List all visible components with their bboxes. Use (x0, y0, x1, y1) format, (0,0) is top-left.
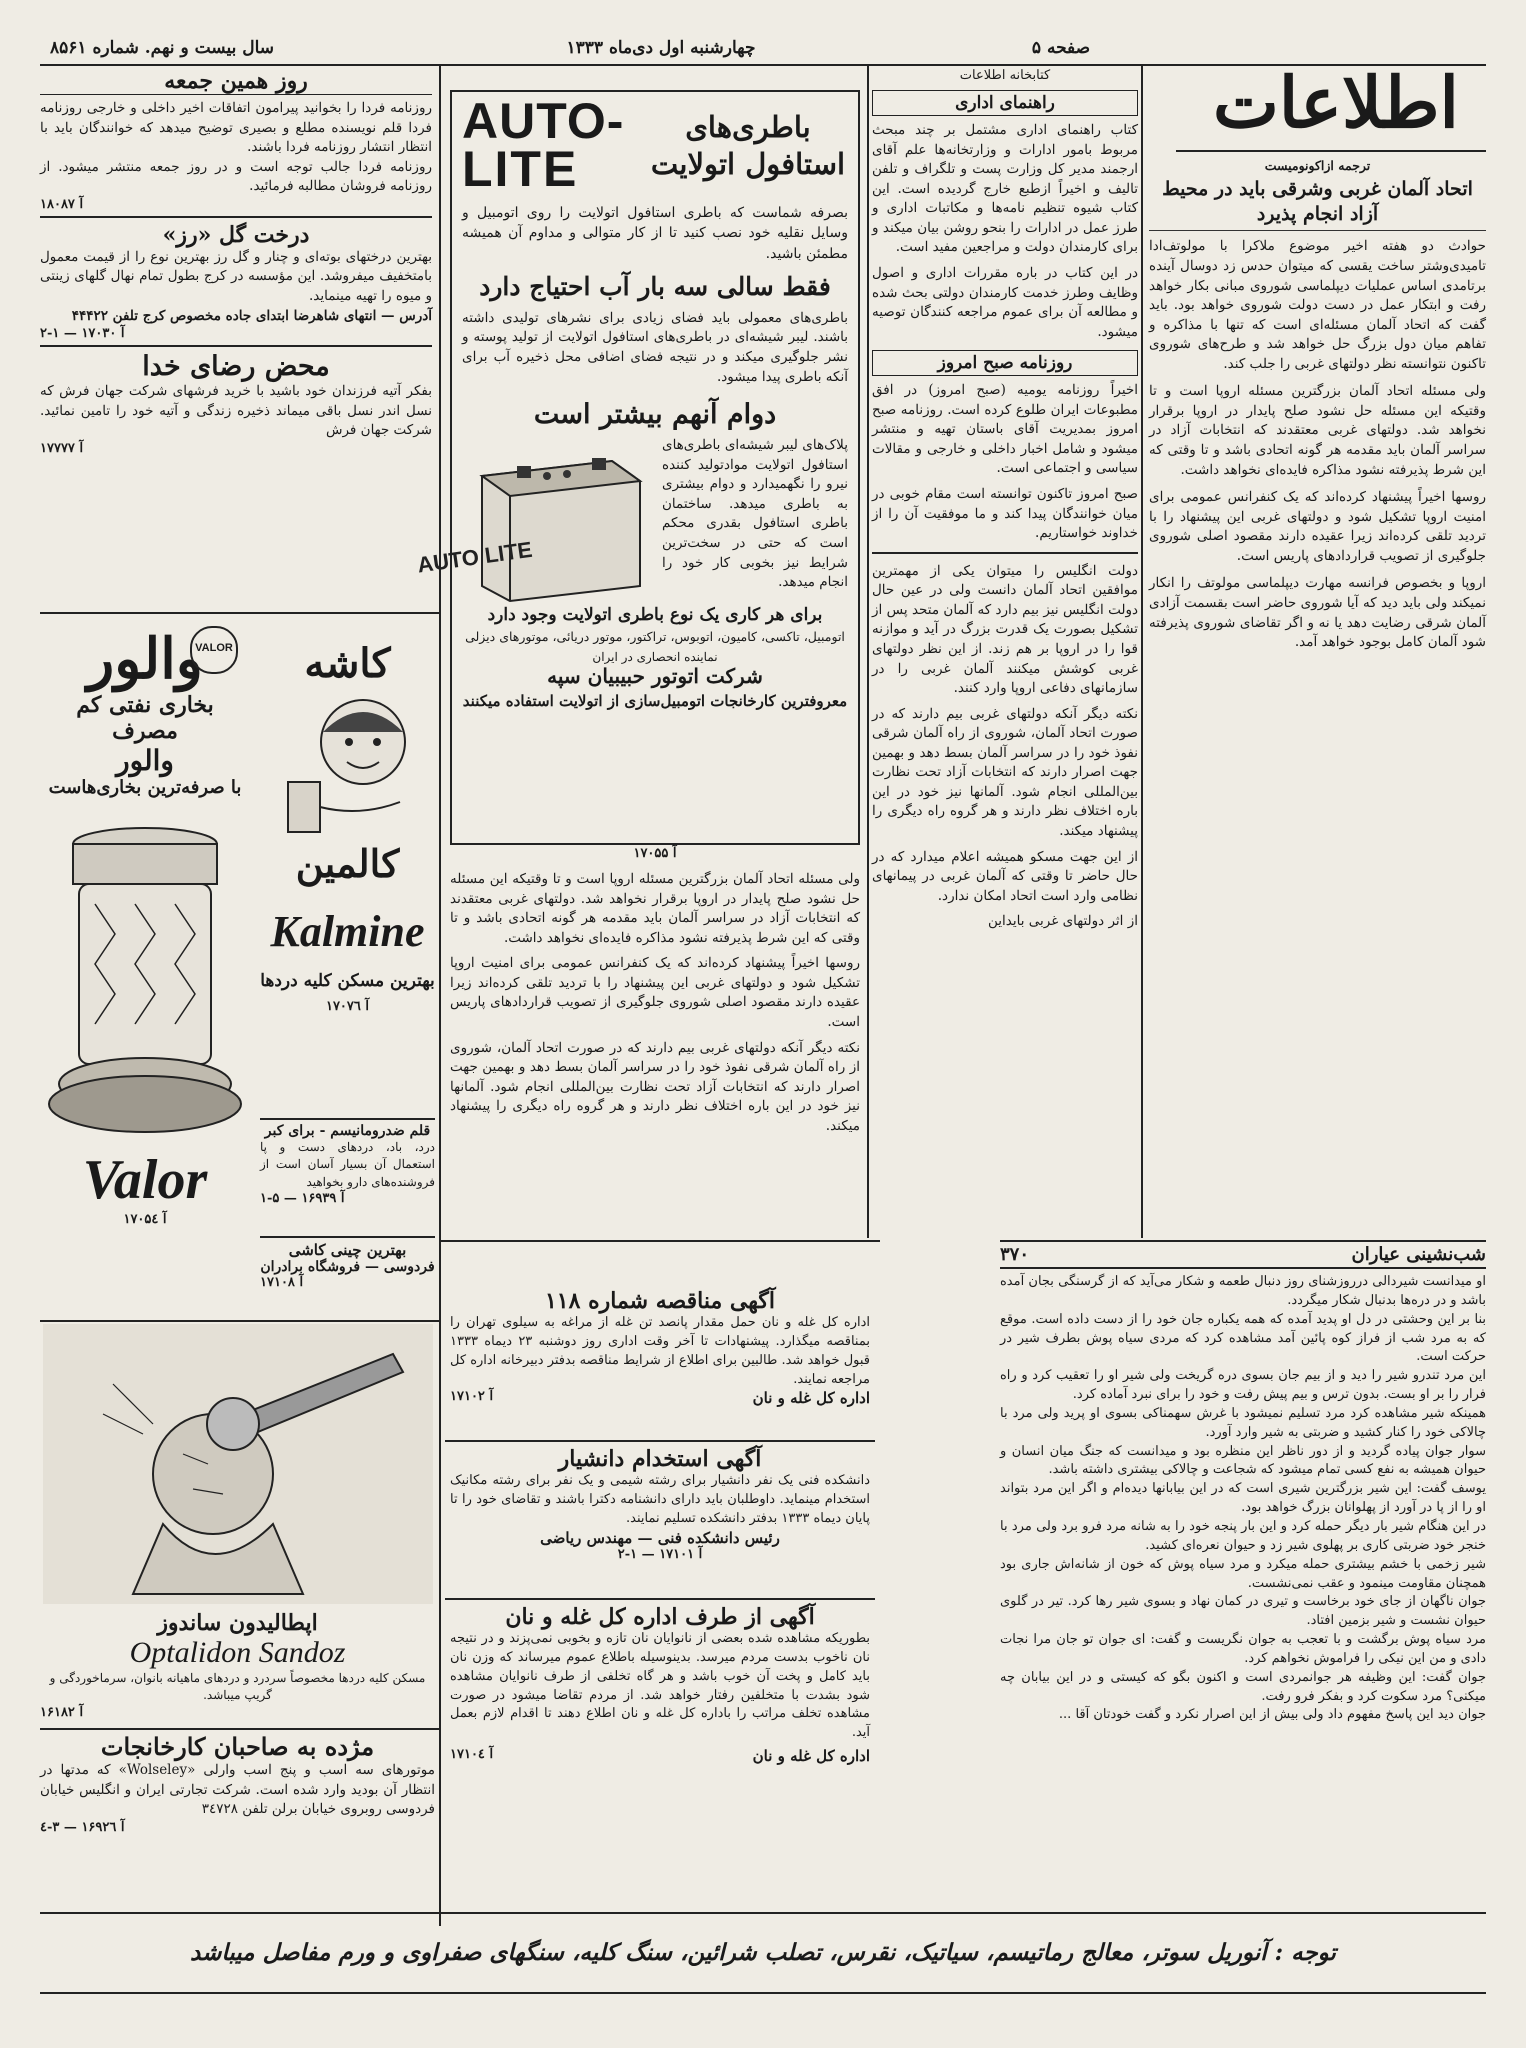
ad-grain (450, 1604, 870, 1909)
autolite-logo: AUTO- LITE (462, 93, 625, 197)
serial-paragraph: او میدانست شیردالی درروزشنای روز دنبال طعمه و شکار می‌آید که از گرسنگی بجان آمده باشد و در دره‌ها بدنبال شکار میگردد. (1000, 1274, 1486, 1308)
footer-rule (40, 1912, 1486, 1914)
optalidon-title: اپطالیدون ساندوز (157, 1610, 318, 1636)
autolite-agent-label: نماینده انحصاری در ایران (592, 650, 718, 665)
factories-body: موتورهای سه اسب و پنج اسب وارلی «Wolseley» که مدتها در انتظار آن بودید وارد شده است. شرکت تجارتی ایران و انگلیس خیابان فردوسی روبروی خیابان برلن تلفن ۳٤۷۲۸ (40, 1762, 435, 1818)
grain-signature: اداره کل غله و نان (752, 1747, 870, 1766)
brief-paragraph: از اثر دولتهای غربی بایداین (987, 913, 1138, 930)
brief-paragraph: صبح امروز تاکنون توانسته است مقام خوبی در میان خوانندگان پیدا کند و ما موفقیت آن را از خداوند خواستاریم. (872, 486, 1138, 542)
hire-code: آ ۱۷۱۰۱ — ۱-۲ (617, 1546, 703, 1562)
china-body: فردوسی — فروشگاه برادران (260, 1259, 435, 1275)
pen-title: قلم ضدرومانیسم - برای کبر (264, 1123, 431, 1139)
ad-tender (450, 1288, 870, 1440)
ad-title: روز همین جمعه (40, 68, 432, 95)
valor-brand: Valor (82, 1149, 208, 1211)
center-rule (440, 1240, 880, 1242)
brief-paragraph: اخیراً روزنامه یومیه (صبح امروز) در افق مطبوعات ایران طلوع کرده است. روزنامه صبح امروز بمدیریت آقای باستان تهیه و منتشر میشود و شامل اخبار داخلی و خارجی و مقالات سیاسی و اجتماعی است. (872, 382, 1138, 477)
ad-code: آ ۱۷۰۳۰ — ۱-۲ (40, 326, 125, 342)
ad-factories (40, 1732, 435, 1907)
kalmine-tagline: بهترین مسکن کلیه دردها (260, 971, 435, 991)
brief-title: روزنامه صبح امروز (872, 350, 1138, 376)
pen-body: درد، باد، دردهای دست و پا استعمال آن بسیار آسان است از فروشنده‌های دارو بخواهید (260, 1140, 435, 1189)
left-column-ads (40, 68, 432, 608)
ad-title: محض رضای خدا (142, 351, 330, 383)
article-germany (1149, 158, 1486, 1238)
ad-paragraph: بهترین درختهای بوته‌ای و چنار و گل رز بهترین نوع را از قیمت معمول بامتخفیف میفروشد. این مؤسسه در کرج بطول تمام نهال گلهای زینتی و میوه را تهیه مینماید. (40, 248, 432, 304)
serial-paragraph: بنا بر این وحشتی در دل او پدید آمده که همه یکباره جان خود را از دست داده است. موقع که به مرد شب از فراز کوه پائین آمد مشاهده کرد که مردی سیاه پوش بطرف شیر در حرکت است. (1000, 1311, 1486, 1365)
continuation-paragraph: نکته دیگر آنکه دولتهای غربی بیم دارند که در صورت اتحاد آلمان، شوروی از راه آلمان شرقی نفوذ خود را در سراسر آلمان بسط دهد و بهمین جهت اصرار دارند که انتخابات آزاد تحت نظارت بین‌المللی انجام شود. آلمانها نیز خود در این باره اختلاف نظر دارند و هر گروه راه دیگری را پیشنهاد میکند. (450, 1039, 860, 1134)
article-kicker: ترجمه ازاکونومیست (1264, 158, 1371, 173)
autolite-code: آ ۱۷۰۵۵ (633, 846, 677, 861)
serial-paragraph: جوان دید این پاسخ مفهوم داد ولی بیش از این اصرار نکرد و گفت خودتان آقا ... (1058, 1707, 1486, 1723)
serial-paragraph: شیر زخمی با خشم بیشتری حمله میکرد و مرد سیاه پوش که خون از شانه‌اش جاری بود همچنان مقاومت مینمود و عقب نمی‌نشست. (1000, 1556, 1486, 1591)
optalidon-body: مسکن کلیه دردها مخصوصاً سردرد و دردهای ماهیانه بانوان، سرماخوردگی و گریپ میباشد. (49, 1671, 426, 1703)
autolite-universal: برای هر کاری یک نوع باطری اتولایت وجود دارد (487, 605, 823, 626)
masthead-page-number: صفحه ۵ (1031, 38, 1091, 58)
tender-title: آگهی مناقصه شماره ۱۱۸ (544, 1288, 775, 1314)
article-paragraph: اروپا و بخصوص فرانسه مهارت دیپلماسی مولوتف را انکار نمیکند ولی باید دید که آیا شوروی حاضر است بقسمت آزادی آلمان شرقی رضایت دهد یا نه و اگر تقاضای شوروی پذیرفته شود آلمان کامل بوجود خواهد آمد. (1149, 575, 1486, 651)
autolite-vehicles: اتومبیل، تاکسی، کامیون، اتوبوس، تراکتور، موتور دریائی، موتورهای دیزلی (465, 629, 845, 645)
ad-code: آ ۱۸۰۸۷ (40, 196, 84, 212)
grain-body: بطوریکه مشاهده شده بعضی از نانوایان نان تازه و بخوبی نمی‌پزند و در نتیجه نان ناخوب بدست مردم میرسد. بدینوسیله باطلاع عموم میرساند که وزن نان باید کامل و پخت آن خوب باشد و هر گاه تخلفی از طرف نانوایان مشاهده شود بشدت با متخلفین رفتار خواهد شد. از مردم تقاضا میشود در صورت مشاهده تخلف مراتب را باداره کل غله و نان اطلاع دهند تا اقدام لازم بعمل آید. (450, 1631, 870, 1741)
serial-paragraph: این مرد تندرو شیر را دید و از بیم جان بسوی دره گریخت ولی شیر او را تعقیب کرد و راه فرار را بر او بست. بدون ترس و بیم پیش رفت و خود را برای نبرد آماده کرد. (1000, 1368, 1486, 1403)
hire-signature: رئیس دانشکده فنی — مهندس ریاضی (540, 1528, 780, 1547)
autolite-body: باطری‌های معمولی باید فضای زیادی برای نشرهای تولیدی داشته باشند. لیبر شیشه‌ای در باطری‌های استافول اتولایت از تولید پوسته و نشر جلوگیری میکند و در نتیجه فضای اضافی محل ذخیره آب برای آنکه باطری پیدا میشود. (462, 309, 848, 385)
hire-title: آگهی استخدام دانشیار (558, 1446, 762, 1472)
hire-body: دانشکده فنی یک نفر دانشیار برای رشته شیمی و یک نفر برای رشته مکانیک استخدام مینماید. داوطلبان باید دارای دانشنامه دکترا باشند و تقاضای خود را تا پایان دیماه ۱۳۳۳ بدفتر دانشکده تسلیم نمایند. (450, 1473, 870, 1526)
valor-sub: با صرفه‌ترین بخاری‌هاست (48, 777, 242, 798)
kalmine-face-illustration (263, 687, 433, 837)
serial-paragraph: جوان گفت: این وظیفه هر جوانمردی است و اکنون بگو که کیستی و در این بیابان چه میکنی؟ مرد سکوت کرد و بفکر فرو رفت. (1000, 1669, 1486, 1704)
serial-number: ۳۷۰ (1000, 1244, 1030, 1265)
optalidon-en: Optalidon Sandoz (129, 1636, 346, 1669)
grain-title: آگهی از طرف اداره کل غله و نان (505, 1604, 815, 1630)
autolite-intro: بصرفه شماست که باطری استافول اتولایت را روی اتومبیل و وسایل نقلیه خود نصب کنید تا از کار متوالی و مداوم آن همیشه مطمئن باشید. (462, 205, 848, 262)
newspaper-logo: اطلاعات (1213, 61, 1459, 144)
masthead-date: چهارشنبه اول دی‌ماه ۱۳۳۳ (566, 38, 756, 58)
tender-signature: اداره کل غله و نان (752, 1389, 870, 1408)
continuation-paragraph: روسها اخیراً پیشنهاد کرده‌اند که یک کنفرانس عمومی برای امنیت اروپا تشکیل شود و دولتهای غربی این پیشنهاد را با تردید تلقی کرده‌اند زیرا عقیده دارند مقصود اصلی شوروی جلوگیری از تصویب قراردادهای پاریس است. (450, 955, 860, 1030)
ad-paragraph: روزنامه فردا را بخوانید پیرامون اتفاقات اخیر داخلی و خارجی روزنامه فردا قلم نویسنده مطلع و بصیری توضیح میدهد که خوانندگان باید با انتظار انتشار روزنامه فردا باشند. (40, 100, 432, 156)
valor-title: والور (87, 626, 203, 692)
logo-rule (1176, 150, 1486, 152)
svg-text:AUTO LITE: AUTO LITE (415, 536, 534, 578)
brief-paragraph: در این کتاب در باره مقررات اداری و اصول وظایف وطرز خدمت کارمندان دولتی بحث شده و مطالعه آن برای عموم مراجعه کنندگان توصیه میشود. (872, 264, 1138, 340)
left-rule-2 (40, 1320, 440, 1322)
ad-paragraph: آدرس — انتهای شاهرضا ابتدای جاده مخصوص کرج تلفن ۴۴۴۲۲ (71, 307, 432, 324)
tender-body: اداره کل غله و نان حمل مقدار پانصد تن غله از مراغه به سیلوی تهران را بمناقصه میگذارد. پیشنهادات تا آخر وقت اداری روز دوشنبه ۲۳ دیماه ۱۳۳۳ قبول خواهد شد. طالبین برای اطلاع از شرایط مناقصه بدفتر دبیرخانه اداره کل مراجعه نمایند. (450, 1315, 870, 1387)
serial-paragraph: در این هنگام شیر بار دیگر حمله کرد و این بار پنجه خود را به شانه مرد فرو برد ولی مرد با خنجر خود ضربتی کاری بر پهلوی شیر زد و حیوان نعره‌ای کشید. (1000, 1518, 1486, 1553)
autolite-agent: شرکت اتوتور حبیبیان سپه (547, 664, 763, 689)
serial-rule (1000, 1240, 1486, 1242)
autolite-durability: دوام آنهم بیشتر است (533, 399, 777, 431)
serial-title: شب‌نشینی عیاران (1351, 1244, 1486, 1265)
serial-paragraph: یوسف گفت: این شیر بزرگترین شیری است که در این بیابانها دیده‌ام و اگر این مرد بتواند او را از پا در آورد از پهلوانان بزرگ خواهد بود. (1000, 1481, 1486, 1516)
serial-paragraph: مرد سیاه پوش برگشت و با تعجب به جوان نگریست و گفت: ای جوان تو جان مرا نجات دادی و من این نیکی را فراموش نخواهم کرد. (1000, 1632, 1486, 1666)
serial-paragraph: همینکه شیر مشاهده کرد مرد تسلیم نمیشود با غرش سهمناکی بسوی او پرید ولی مرد با چالاکی خود را کنار کشید و ضربتی به شیر وارد آورد. (1000, 1405, 1486, 1440)
article-paragraph: روسها اخیراً پیشنهاد کرده‌اند که یک کنفرانس عمومی برای امنیت اروپا تشکیل شود و دولتهای غربی این پیشنهاد را با تردید تلقی کرده‌اند زیرا عقیده دارند مقصود اصلی شوروی جلوگیری از تصویب قراردادهای پاریس است. (1149, 489, 1486, 564)
autolite-features: پلاک‌های لیبر شیشه‌ای باطری‌های استافول اتولایت موادتولید کننده نیرو را نگهمیدارد و دوام بیشتری به باطری میدهد. ساختمان باطری استافول بقدری محکم است که حتی در سخت‌ترین شرایط نیز بخوبی کار خود را انجام میدهد. (662, 437, 848, 591)
left-rule-3 (40, 1728, 440, 1730)
ad-china (260, 1236, 435, 1316)
article-paragraph: حوادث دو هفته اخیر موضوع ملاکرا با مولوتف‌ادا تامیدی‌وشتر ساخت یقسی که میتوان حدس زد دوسال آینده برتامدی اساس عملیات دیپلماسی شوروی مبانی بکار خواهد رفت و ابتکار عمل در دست دولت شوروی خواهد بود. باید گفت که اتحاد آلمان مسئله‌ای است که تنها با مذاکره و تفاهم میان دول بزرگ حل خواهد شد و طرح‌های شوروی تاکنون نتوانسته نظر دولتهای غربی را جلب کند. (1149, 238, 1486, 372)
ad-code: آ ۱۷۷۷۷ (40, 440, 84, 456)
valor-sub: والور (116, 744, 174, 777)
ad-paragraph: روزنامه فردا جالب توجه است و در روز جمعه منتشر میشود. از روزنامه فروشان مطالبه فرمائید. (40, 158, 432, 195)
tender-code: آ ۱۷۱۰۲ (450, 1389, 494, 1405)
ad-optalidon (40, 1324, 435, 1724)
pen-code: آ ۱۶۹۳۹ — ۵-۱ (260, 1191, 345, 1207)
left-rule (40, 612, 440, 614)
ad-autolite (415, 90, 860, 845)
section-label: کتابخانه اطلاعات (959, 68, 1051, 83)
center-rule-3 (445, 1598, 875, 1600)
footer-banner: توجه : آنوریل سوتر، معالج رماتیسم، سیاتیک، نقرس، تصلب شرائین، سنگ کلیه، سنگهای صفراوی و ورم مفاصل میباشد (190, 1939, 1336, 1966)
ad-paragraph: بفکر آتیه فرزندان خود باشید با خرید فرشهای شرکت جهان فرش که نسل اندر نسل باقی میماند ذخیره زندگی و آتیه خود را تامین نمائید. شرکت جهان فرش (40, 383, 432, 439)
autolite-tagline: معروفترین کارخانجات اتومبیل‌سازی از اتولایت استفاده میکنند (462, 692, 848, 711)
optalidon-code: آ ۱۶۱۸۲ (40, 1704, 84, 1720)
ad-valor (40, 616, 250, 1316)
battery-illustration (415, 436, 652, 601)
brief-title: راهنمای اداری (872, 90, 1138, 116)
article-continuation (450, 870, 860, 1240)
column-briefs (872, 90, 1138, 1238)
serial-story (1000, 1244, 1486, 1909)
factories-title: مژده به صاحبان کارخانجات (100, 1732, 375, 1761)
valor-emblem: VALOR (190, 626, 238, 674)
column-rule-2 (867, 66, 869, 1238)
ad-kalmine (260, 640, 435, 1110)
china-code: آ ۱۷۱۰۸ (260, 1275, 304, 1290)
column-rule-3 (439, 66, 441, 1926)
brief-paragraph: از این جهت مسکو همیشه اعلام میدارد که در حال حاضر تا وقتی که آلمان غربی در پیمانهای نظامی وارد است اتحاد امکان ندارد. (872, 848, 1138, 904)
serial-paragraph: سوار جوان پیاده گردید و از دور ناظر این منظره بود و میدانست که جنگ میان انسان و حیوان همیشه به نفع کسی تمام میشود که شجاعت و چالاکی بیشتری داشته باشد. (1000, 1443, 1486, 1478)
optalidon-illustration (43, 1324, 433, 1604)
valor-code: آ ۱۷۰۵٤ (123, 1212, 167, 1227)
center-rule-2 (445, 1440, 875, 1442)
masthead-issue: سال بیست و نهم. شماره ۸۵۶۱ (50, 38, 274, 58)
china-title: بهترین چینی کاشی (288, 1241, 407, 1259)
ad-pen (260, 1118, 435, 1233)
factories-code: آ ۱۶۹۲٦ — ۳-٤ (40, 1819, 125, 1835)
continuation-paragraph: ولی مسئله اتحاد آلمان بزرگترین مسئله اروپا است و تا وقتیکه این مسئله حل نشود صلح پایدار در اروپا برقرار نخواهد شد. دولتهای غربی معتقدند که انتخابات آزاد در سراسر آلمان باید مقدمه هر گونه اتحادی باشد و تا وقتی که این شرط پذیرفته نشود مذاکره فایده‌ای نخواهد داشت. (450, 871, 860, 946)
grain-code: آ ۱۷۱۰٤ (450, 1747, 494, 1763)
column-rule-1 (1141, 66, 1143, 1238)
brief-paragraph: دولت انگلیس را میتوان یکی از مهمترین موافقین اتحاد آلمان دانست ولی در عین حال دولت انگلیس نیز بیم دارد که آلمان متحد پس از تشکیل بصورت یک قدرت بزرگ در آید و موازنه قوا را در اروپا بر هم زند. از این نظر دولتهای غربی کوشش میکنند آلمان غربی را در سازمانهای دفاعی اروپا وارد کنند. (872, 562, 1138, 697)
valor-sub: بخاری نفتی کم مصرف (76, 692, 214, 744)
footer-rule-2 (40, 1992, 1486, 1994)
kalmine-name-fa: کالمین (295, 841, 400, 886)
ad-hire (450, 1446, 870, 1596)
kalmine-title: کاشه (304, 640, 391, 687)
kalmine-name-en: Kalmine (270, 907, 425, 956)
brief-paragraph: کتاب راهنمای اداری مشتمل بر چند مبحث مربوط بامور ادارات و وزارتخانه‌ها علم آقای ارجمند مدیر کل وزارت پست و تلگراف و تلفن تالیف و اخیراً ازطبع خارج گردیده است. این کتاب شیوه تنظیم نامه‌ها و مکاتبات اداری و طرز عمل در ادارات را بنحو روشن بیان میکند و برای کارمندان دولت و مراجعین مفید است. (872, 122, 1138, 256)
brief-paragraph: نکته دیگر آنکه دولتهای غربی بیم دارند که در صورت اتحاد آلمان، شوروی از راه آلمان شرقی نفوذ خود را در سراسر آلمان بسط دهد و بهمین جهت اصرار دارند که انتخابات آزاد تحت نظارت بین‌المللی انجام شود. آلمانها نیز خود در این باره اختلاف نظر دارند و هر گروه راه دیگری را پیشنهاد میکند. (872, 705, 1138, 839)
autolite-slogan: فقط سالی سه بار آب احتیاج دارد (479, 271, 831, 301)
heater-illustration (45, 804, 245, 1144)
kalmine-code: آ ۱۷۰۷٦ (325, 999, 370, 1014)
article-headline: اتحاد آلمان غربی وشرقی باید در محیط آزاد انجام پذیرد (1149, 177, 1486, 231)
ad-title: درخت گل «رز» (162, 221, 310, 248)
serial-paragraph: جوان ناگهان از جای خود برخاست و تیری در کمان نهاد و بسوی شیر رها کرد. تیر در گلوی حیوان نشست و شیر بزمین افتاد. (1000, 1594, 1486, 1629)
article-paragraph: ولی مسئله اتحاد آلمان بزرگترین مسئله اروپا است و تا وقتیکه این مسئله حل نشود صلح پایدار در اروپا برقرار نخواهد شد. دولتهای غربی معتقدند که انتخابات آزاد در سراسر آلمان باید مقدمه هر گونه اتحادی باشد و تا وقتی که این شرط پذیرفته نشود مذاکره فایده‌ای نخواهد داشت. (1149, 383, 1486, 478)
autolite-title-fa: باطری‌های استافول اتولایت (650, 110, 846, 181)
